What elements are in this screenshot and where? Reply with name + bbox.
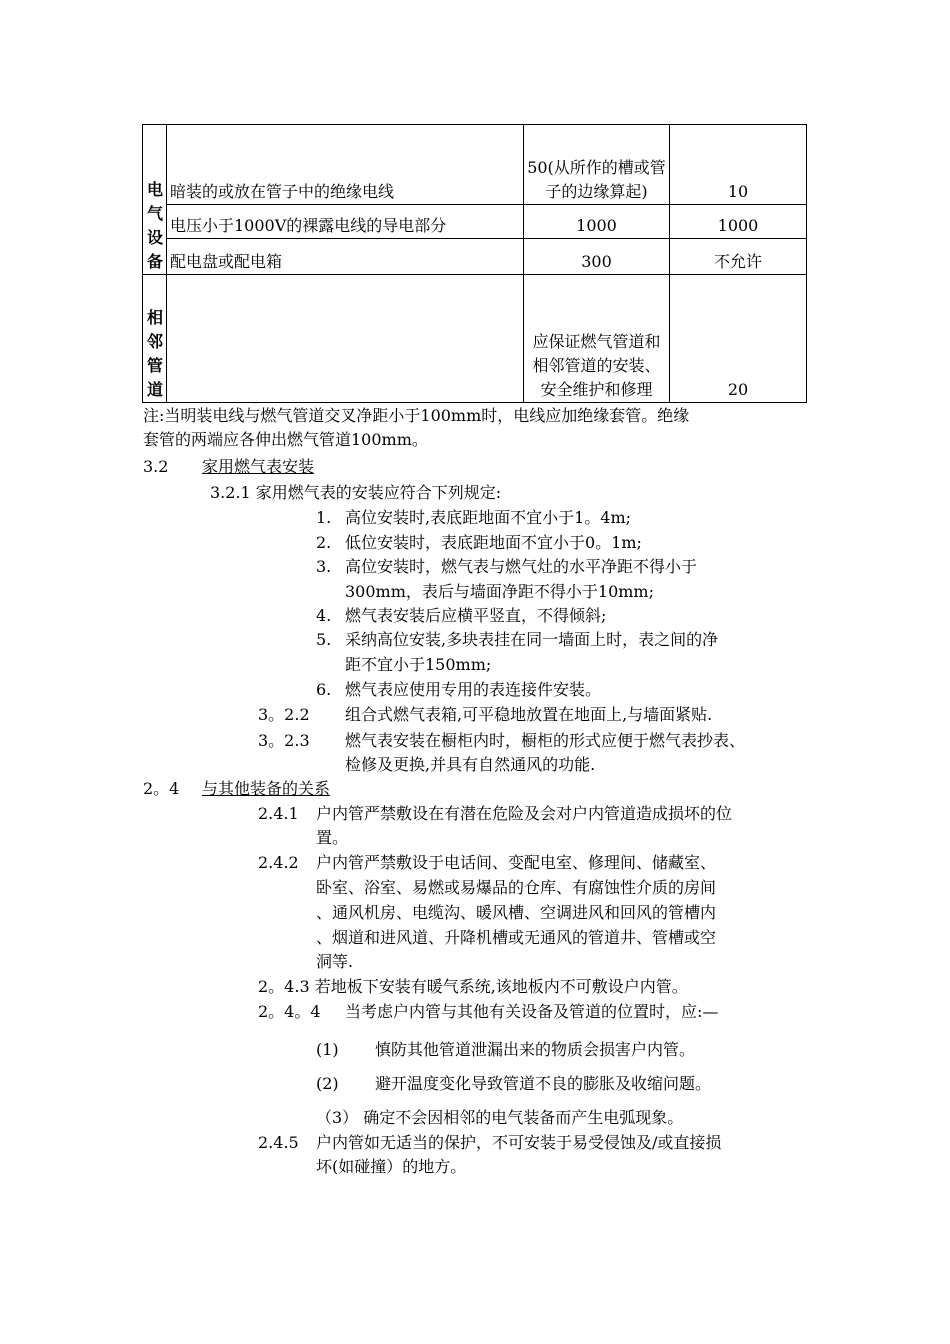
table-row [143,125,807,205]
list-item: 燃气表应使用专用的表连接件安装。 [345,680,602,699]
section-number: 3.2 [143,457,169,476]
table-cell: 300 [524,239,670,275]
clause-text: 、通风机房、电缆沟、暖风槽、空调进风和回风的管槽内 [316,903,717,922]
table-cell: 不允许 [670,239,807,275]
table-cell: 配电盘或配电箱 [167,239,524,275]
sub-item: 避开温度变化导致管道不良的膨胀及收缩问题。 [375,1074,712,1093]
clause-text: 户内管如无适当的保护，不可安装于易受侵蚀及/或直接损 [316,1133,722,1152]
clause-text: 户内管严禁敷设于电话间、变配电室、修理间、储藏室、 [316,853,717,872]
sub-item-number: (1) [316,1040,339,1059]
list-item-continuation: 距不宜小于150mm; [345,655,492,674]
list-item: 低位安装时，表底距地面不宜小于0。1m; [345,533,642,552]
table-cell: 50(从所作的槽或管子的边缘算起) [524,125,670,205]
table-cell: 电压小于1000V的裸露电线的导电部分 [167,205,524,239]
list-item: 燃气表安装后应横平竖直，不得倾斜; [345,606,607,625]
list-item-number: 5. [316,630,332,649]
section-title: 与其他装备的关系 [202,779,331,798]
list-item-number: 3. [316,557,332,576]
table-row [143,239,807,275]
subsection-heading: 3.2.1 家用燃气表的安装应符合下列规定: [210,483,502,502]
list-item-number: 2. [316,533,332,552]
section-number: 2。4 [143,779,180,798]
list-item-number: 1. [316,508,332,527]
table-cell: 10 [670,125,807,205]
clause-number: 2.4.2 [258,853,299,872]
list-item-number: 6. [316,680,332,699]
list-item: 高位安装时,表底距地面不宜小于1。4m; [345,508,632,527]
category-adjacent-pipe: 相邻管道 [143,275,167,403]
table-cell: 1000 [524,205,670,239]
table-cell: 1000 [670,205,807,239]
clause-number: 3。2.2 [258,705,310,724]
list-item: 高位安装时，燃气表与燃气灶的水平净距不得小于 [345,557,698,576]
table-cell: 应保证燃气管道和相邻管道的安装、安全维护和修理 [524,275,670,403]
clause-number: 2.4.5 [258,1133,299,1152]
clause-text: 当考虑户内管与其他有关设备及管道的位置时，应:— [345,1002,719,1021]
category-electrical: 电气设备 [143,125,167,275]
clause-text: 、烟道和进风道、升降机槽或无通风的管道井、管槽或空 [316,928,717,947]
clause-text: 户内管严禁敷设在有潜在危险及会对户内管道造成损坏的位 [316,804,733,823]
table-row [143,205,807,239]
clause-number: 2.4.1 [258,804,299,823]
clause-number: 3。2.3 [258,731,310,750]
note-line: 注:当明装电线与燃气管道交叉净距小于100mm时，电线应加绝缘套管。绝缘 [143,406,690,425]
clause-text: 卧室、浴室、易燃或易爆品的仓库、有腐蚀性介质的房间 [316,878,717,897]
clause-text: 组合式燃气表箱,可平稳地放置在地面上,与墙面紧贴. [345,705,713,724]
list-item-continuation: 300mm，表后与墙面净距不得小于10mm; [345,582,654,601]
clause-text: 洞等. [316,952,354,971]
clause-number: 2。4。4 [258,1002,321,1021]
clause-text: 坏(如碰撞）的地方。 [316,1157,467,1176]
clause-text: 置。 [316,828,349,847]
sub-item: （3） 确定不会因相邻的电气装备而产生电弧现象。 [316,1108,684,1127]
clearance-table [142,124,807,403]
list-item-number: 4. [316,606,332,625]
sub-item-number: (2) [316,1074,339,1093]
sub-item: 慎防其他管道泄漏出来的物质会损害户内管。 [375,1040,696,1059]
table-row [143,275,807,403]
section-title: 家用燃气表安装 [202,457,315,476]
list-item: 采纳高位安装,多块表挂在同一墙面上时，表之间的净 [345,630,719,649]
table-cell [167,275,524,403]
note-line: 套管的两端应各伸出燃气管道100mm。 [143,430,428,449]
clause-text: 2。4.3 若地板下安装有暖气系统,该地板内不可敷设户内管。 [258,977,688,996]
table-cell: 20 [670,275,807,403]
clause-text: 燃气表安装在橱柜内时，橱柜的形式应便于燃气表抄表、 [345,731,746,750]
clause-text: 检修及更换,并具有自然通风的功能. [345,755,596,774]
table-cell: 暗装的或放在管子中的绝缘电线 [167,125,524,205]
